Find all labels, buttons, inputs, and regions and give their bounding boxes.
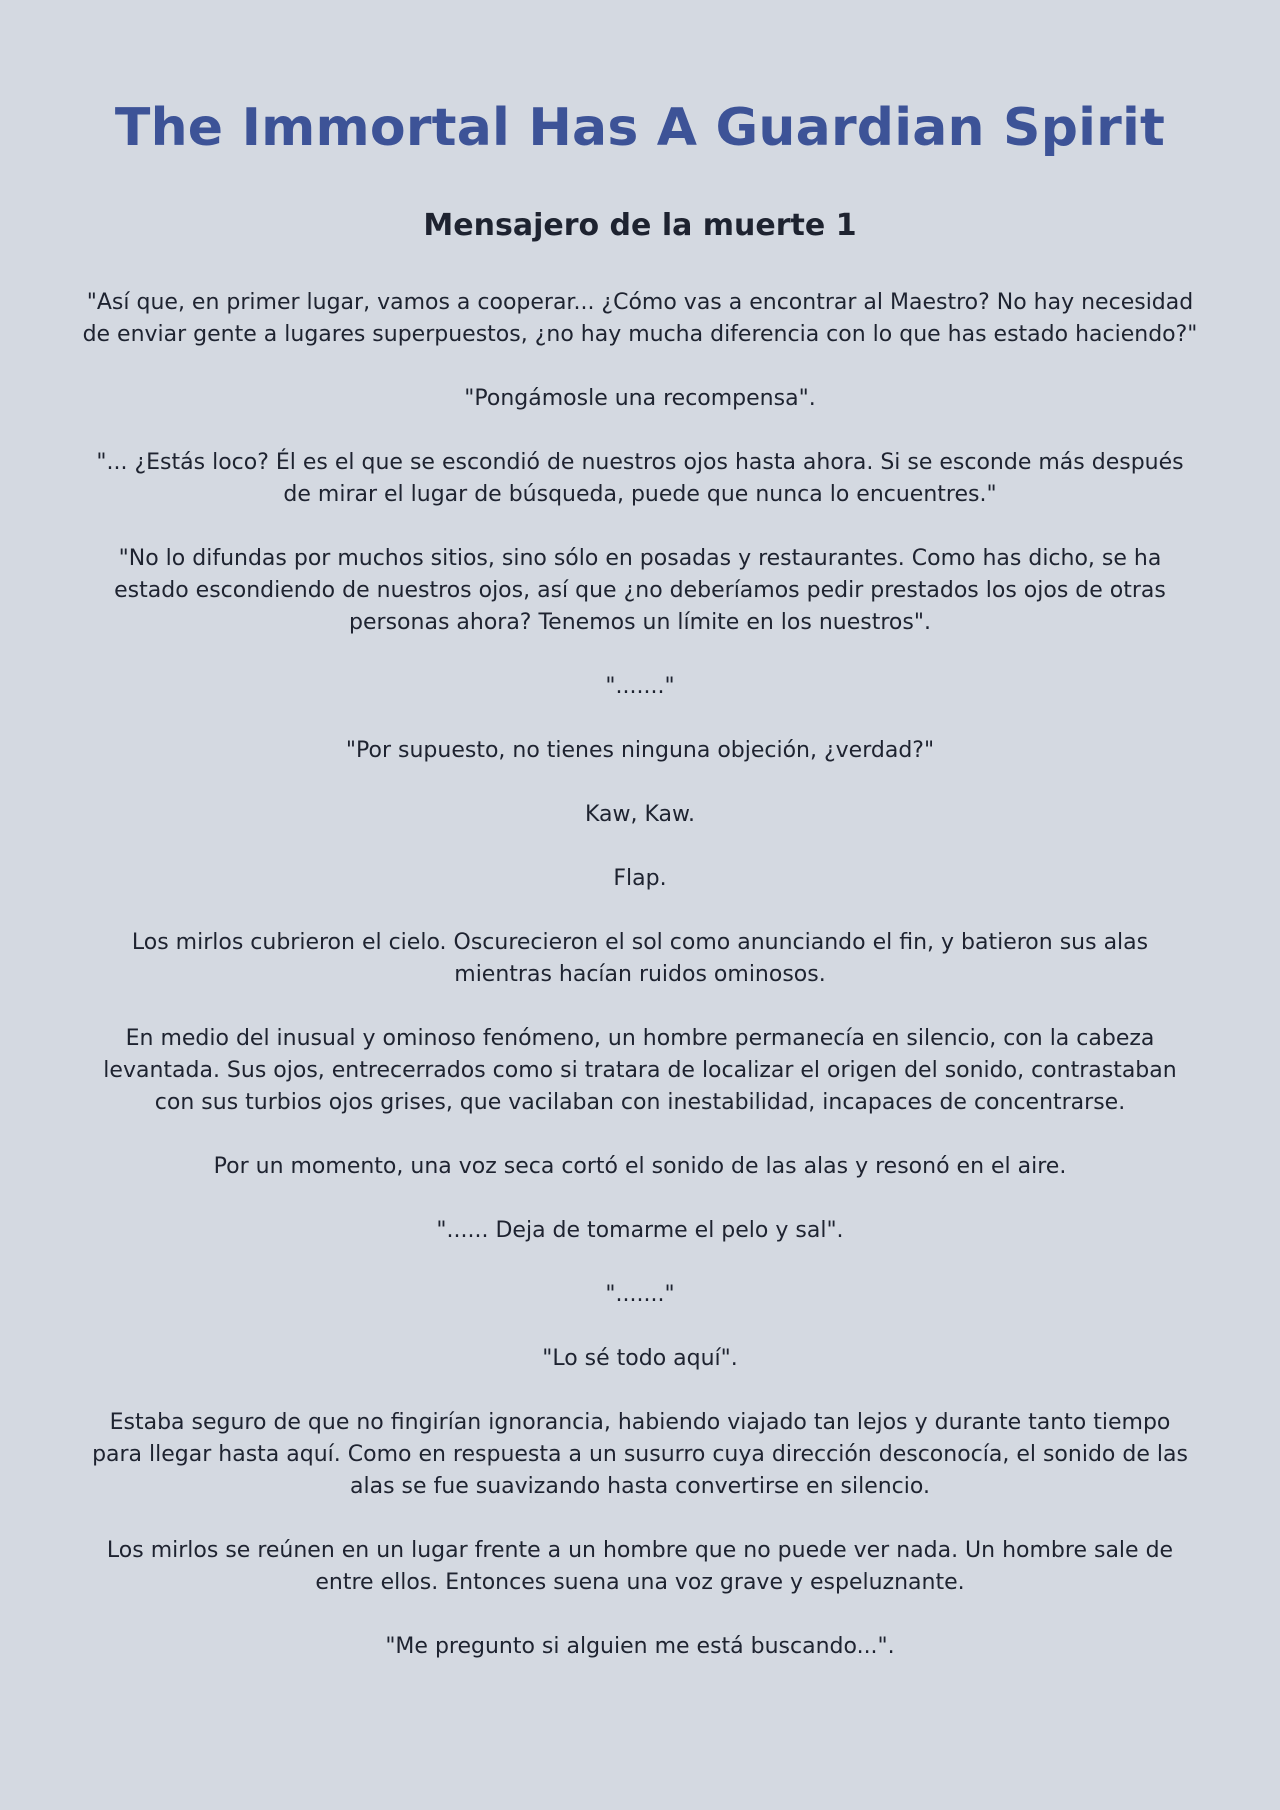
paragraph: "... ¿Estás loco? Él es el que se escondió de nuestros ojos hasta ahora. Si se esconde más después de mirar el lugar de búsqueda, puede que nunca lo encuentres." (96, 450, 1184, 507)
paragraph: "Por supuesto, no tienes ninguna objeción, ¿verdad?" (345, 738, 935, 763)
paragraph: En medio del inusual y ominoso fenómeno, un hombre permanecía en silencio, con la cabeza levantada. Sus ojos, entrecerrados como si tratara de localizar el origen del sonido, contrastaban con sus turbios ojos grises, que vacilaban con inestabilidad, incapaces de concentrarse. (103, 1026, 1177, 1115)
paragraph: Kaw, Kaw. (585, 802, 695, 827)
paragraph: Los mirlos cubrieron el cielo. Oscurecieron el sol como anunciando el fin, y batieron sus alas mientras hacían ruidos ominosos. (131, 930, 1149, 987)
novel-title: The Immortal Has A Guardian Spirit (114, 98, 1166, 158)
paragraph: Los mirlos se reúnen en un lugar frente a un hombre que no puede ver nada. Un hombre sale de entre ellos. Entonces suena una voz grave y espeluznante. (106, 1538, 1174, 1595)
paragraph: "......." (605, 674, 675, 699)
paragraph: "Pongámosle una recompensa". (464, 386, 816, 411)
paragraph: "Lo sé todo aquí". (542, 1346, 738, 1371)
paragraph: Estaba seguro de que no fingirían ignorancia, habiendo viajado tan lejos y durante tanto tiempo para llegar hasta aquí. Como en respuesta a un susurro cuya dirección desconocía, el sonido de las alas se fue suavizando hasta convertirse en silencio. (92, 1410, 1188, 1499)
chapter-body (82, 287, 1198, 1663)
paragraph: "......." (605, 1282, 675, 1307)
paragraph: "Así que, en primer lugar, vamos a cooperar... ¿Cómo vas a encontrar al Maestro? No hay necesidad de enviar gente a lugares superpuestos, ¿no hay mucha diferencia con lo que has estado haciendo?" (82, 290, 1198, 347)
paragraph: "...... Deja de tomarme el pelo y sal". (436, 1218, 844, 1243)
chapter-title: Mensajero de la muerte 1 (423, 208, 857, 243)
paragraph: "No lo difundas por muchos sitios, sino sólo en posadas y restaurantes. Como has dicho, se ha estado escondiendo de nuestros ojos, así que ¿no deberíamos pedir prestados los ojos de otras personas ahora? Tenemos un límite en los nuestros". (114, 546, 1166, 635)
paragraph: "Me pregunto si alguien me está buscando...". (385, 1634, 895, 1659)
paragraph: Por un momento, una voz seca cortó el sonido de las alas y resonó en el aire. (213, 1154, 1067, 1179)
paragraph: Flap. (613, 866, 667, 891)
